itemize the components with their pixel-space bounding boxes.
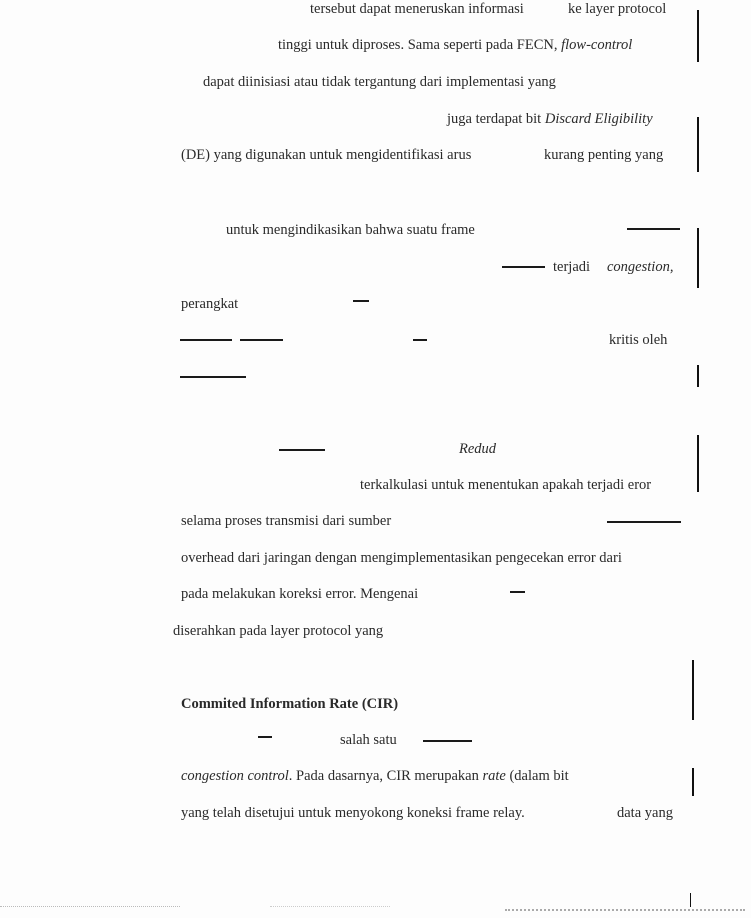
- margin-bar: [692, 660, 694, 720]
- text-line: salah satu: [340, 732, 397, 748]
- margin-bar: [697, 365, 699, 387]
- section-heading: Commited Information Rate (CIR): [181, 696, 399, 712]
- text-line: kurang penting yang: [544, 147, 664, 163]
- margin-bar: [690, 893, 691, 907]
- text-line: tinggi untuk diproses. Sama seperti pada FECN, flow-control: [278, 37, 633, 53]
- text-line: congestion,: [607, 259, 674, 275]
- text-line: kritis oleh: [609, 332, 668, 348]
- margin-bar: [697, 117, 699, 172]
- text-line: ke layer protocol: [568, 1, 667, 17]
- text-line: data yang: [617, 805, 673, 821]
- rule: [240, 339, 283, 341]
- margin-bar: [697, 10, 699, 62]
- text-line: juga terdapat bit Discard Eligibility: [447, 111, 653, 127]
- text-line: terkalkulasi untuk menentukan apakah terjadi eror: [360, 477, 652, 493]
- rule: [413, 339, 427, 341]
- text-line: yang telah disetujui untuk menyokong koneksi frame relay.: [181, 805, 525, 821]
- rule: [510, 591, 525, 593]
- text-line: pada melakukan koreksi error. Mengenai: [181, 586, 419, 602]
- text-line: perangkat: [181, 296, 239, 312]
- rule: [279, 449, 325, 451]
- rule: [607, 521, 681, 523]
- scan-noise: [505, 909, 745, 914]
- text-line: selama proses transmisi dari sumber: [181, 513, 392, 529]
- text-line: congestion control. Pada dasarnya, CIR merupakan rate (dalam bit: [181, 768, 569, 784]
- text-line: overhead dari jaringan dengan mengimplementasikan pengecekan error dari: [181, 550, 622, 566]
- rule: [180, 376, 246, 378]
- scan-noise: [270, 906, 390, 910]
- rule: [502, 266, 545, 268]
- margin-bar: [697, 435, 699, 492]
- margin-bar: [697, 228, 699, 288]
- margin-bar: [692, 768, 694, 796]
- text-line: tersebut dapat meneruskan informasi: [310, 1, 524, 17]
- text-line: untuk mengindikasikan bahwa suatu frame: [226, 222, 475, 238]
- rule: [353, 300, 369, 302]
- text-line: terjadi: [553, 259, 591, 275]
- text-line: diserahkan pada layer protocol yang: [173, 623, 384, 639]
- rule: [627, 228, 680, 230]
- rule: [180, 339, 232, 341]
- rule: [423, 740, 472, 742]
- scan-noise: [0, 906, 180, 910]
- rule: [258, 736, 272, 738]
- text-line: Redud: [459, 441, 497, 457]
- text-line: dapat diinisiasi atau tidak tergantung dari implementasi yang: [203, 74, 556, 90]
- text-line: (DE) yang digunakan untuk mengidentifikasi arus: [181, 147, 472, 163]
